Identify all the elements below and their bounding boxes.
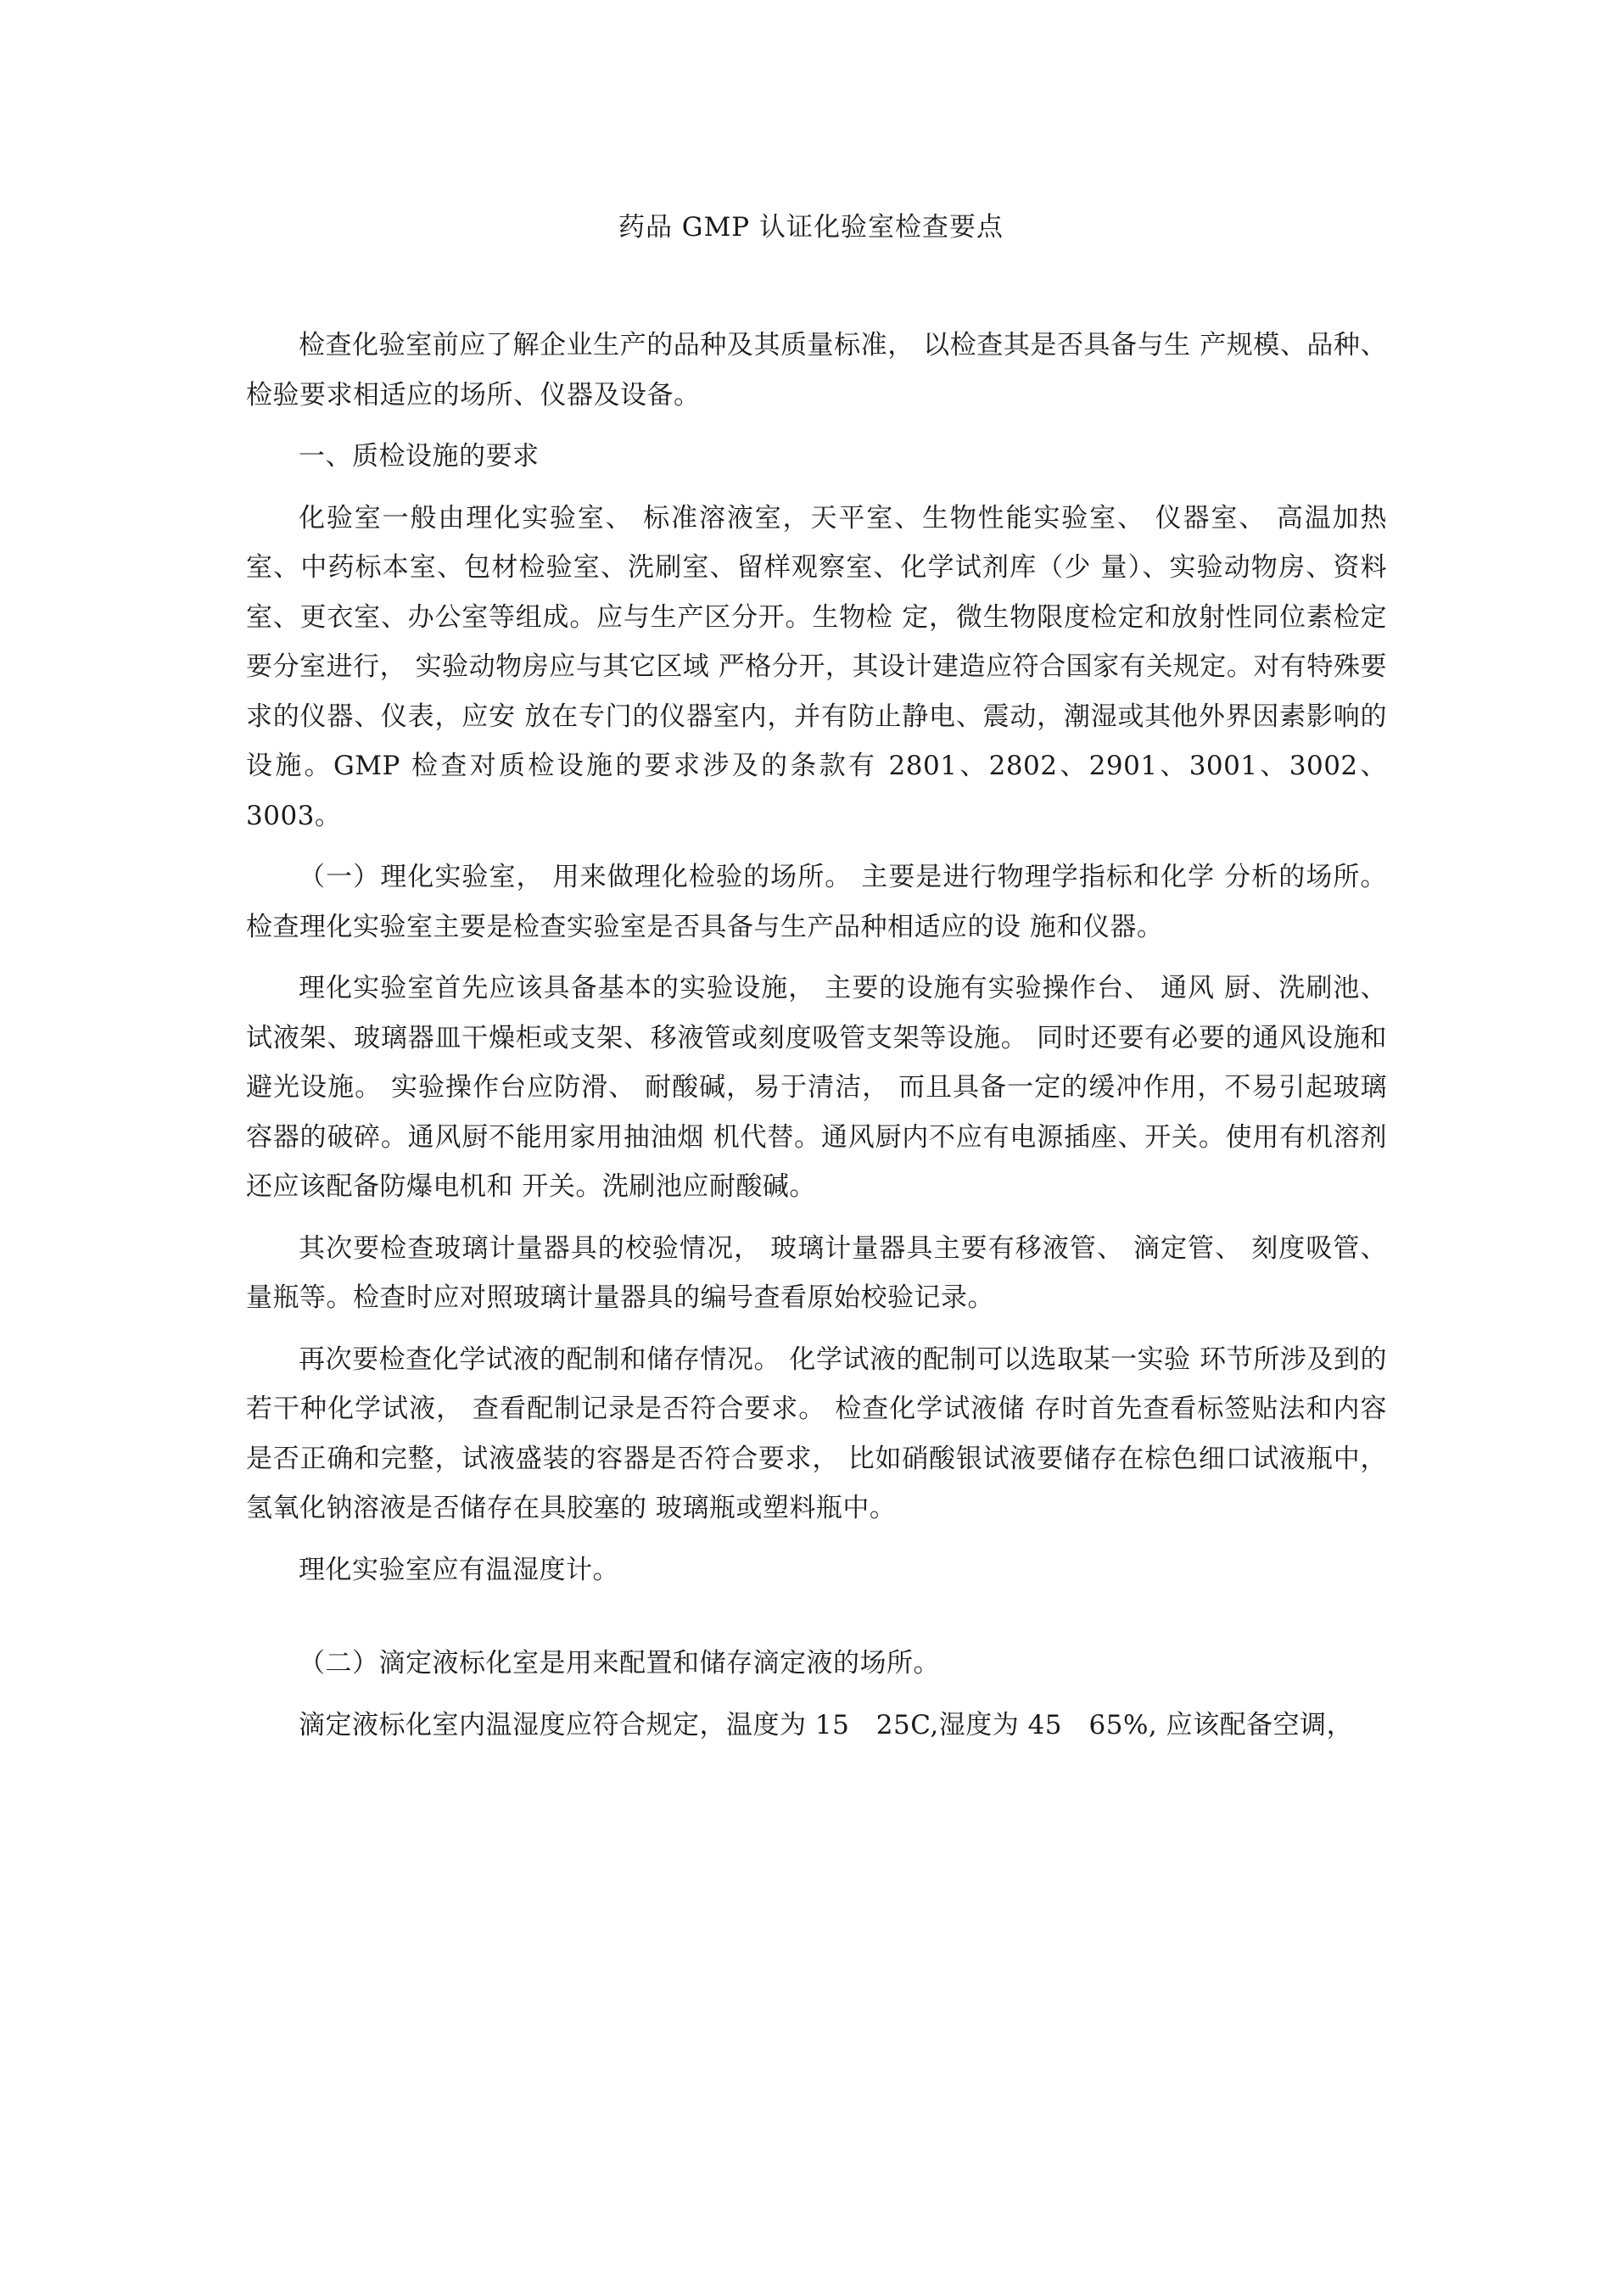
subsection-physchem-lab: （一）理化实验室， 用来做理化检验的场所。 主要是进行物理学指标和化学 分析的场所。检查理化实验室主要是检查实验室是否具备与生产品种相适应的设 施和仪器。 <box>246 862 1387 942</box>
subsection-titration-room: （二）滴定液标化室是用来配置和储存滴定液的场所。 <box>299 1648 940 1679</box>
physchem-facilities-paragraph: 理化实验室首先应该具备基本的实验设施， 主要的设施有实验操作台、 通风 厨、洗刷池、试液架、玻璃器皿干燥柜或支架、移液管或刻度吸管支架等设施。 同时还要有必要的通风设施和避光设施。 实验操作台应防滑、 耐酸碱，易于清洁， 而且具备一定的缓冲作用，不易引起玻璃容器的破碎。通风厨不能用家用抽油烟 机代替。通风厨内不应有电源插座、开关。使用有机溶剂还应该配备防爆电机和 开关。洗刷池应耐酸碱。 <box>246 973 1387 1202</box>
hygrometer-paragraph: 理化实验室应有温湿度计。 <box>299 1554 619 1585</box>
titration-conditions-paragraph: 滴定液标化室内温湿度应符合规定，温度为 15 25C,湿度为 45 65%, 应该配备空调， <box>299 1709 1354 1740</box>
intro-paragraph: 检查化验室前应了解企业生产的品种及其质量标准， 以检查其是否具备与生 产规模、品种、检验要求相适应的场所、仪器及设备。 <box>246 330 1387 411</box>
document-title: 药品 GMP 认证化验室检查要点 <box>618 212 1004 243</box>
reagent-preparation-paragraph: 再次要检查化学试液的配制和储存情况。 化学试液的配制可以选取某一实验 环节所涉及到的若干种化学试液， 查看配制记录是否符合要求。 检查化学试液储 存时首先查看标签贴法和内容是否正确和完整，试液盛装的容器是否符合要求， 比如硝酸银试液要储存在棕色细口试液瓶中， 氢氧化钠溶液是否储存在具胶塞的 玻璃瓶或塑料瓶中。 <box>246 1344 1387 1523</box>
section-heading-facilities: 一、质检设施的要求 <box>299 441 540 472</box>
document-body <box>246 321 1387 1750</box>
glassware-calibration-paragraph: 其次要检查玻璃计量器具的校验情况， 玻璃计量器具主要有移液管、 滴定管、 刻度吸管、量瓶等。检查时应对照玻璃计量器具的编号查看原始校验记录。 <box>246 1232 1387 1313</box>
lab-composition-paragraph: 化验室一般由理化实验室、 标准溶液室，天平室、生物性能实验室、 仪器室、 高温加热室、中药标本室、包材检验室、洗刷室、留样观察室、化学试剂库（少 量）、实验动物房、资料室、更衣室、办公室等组成。应与生产区分开。生物检 定，微生物限度检定和放射性同位素检定要分室进行， 实验动物房应与其它区域 严格分开，其设计建造应符合国家有关规定。对有特殊要求的仪器、仪表，应安 放在专门的仪器室内，并有防止静电、震动，潮湿或其他外界因素影响的设施。GMP 检查对质检设施的要求涉及的条款有 2801、2802、2901、3001、3002、3003。 <box>246 502 1387 831</box>
